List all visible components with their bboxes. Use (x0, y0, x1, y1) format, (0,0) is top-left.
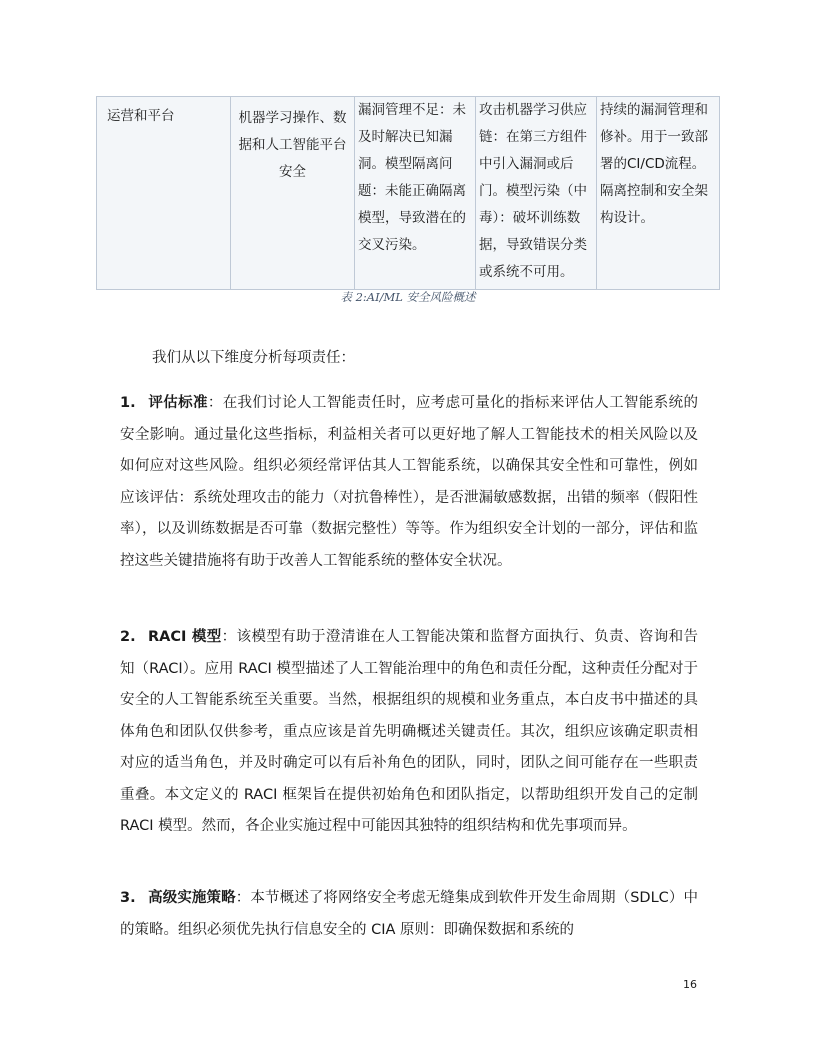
item-number: 2. (120, 629, 136, 645)
item-number: 3. (120, 890, 136, 906)
table-cell-controls: 持续的漏洞管理和修补。用于一致部署的CI/CD流程。隔离控制和安全架构设计。 (597, 97, 720, 290)
table-cell-area: 机器学习操作、数据和人工智能平台安全 (231, 97, 355, 290)
risk-table (96, 96, 720, 290)
item-lead: RACI 模型 (148, 629, 222, 645)
item-text: ：本节概述了将网络安全考虑无缝集成到软件开发生命周期（SDLC）中的策略。组织必须优先执行信息安全的 CIA 原则：即确保数据和系统的 (120, 890, 698, 938)
list-item (120, 388, 698, 577)
list-item (120, 622, 698, 843)
list-item (120, 883, 698, 946)
item-number: 1. (120, 395, 136, 411)
item-text: ：该模型有助于澄清谁在人工智能决策和监督方面执行、负责、咨询和告知（RACI）。应用 RACI 模型描述了人工智能治理中的角色和责任分配，这种责任分配对于安全的人工智能系统至关重要。当然，根据组织的规模和业务重点，本白皮书中描述的具体角色和团队仅供参考，重点应该是首先明确概述关键责任。其次，组织应该确定职责相对应的适当角色，并及时确定可以有后补角色的团队，同时，团队之间可能存在一些职责重叠。本文定义的 RACI 框架旨在提供初始角色和团队指定，以帮助组织开发自己的定制 RACI 模型。然而，各企业实施过程中可能因其独特的组织结构和优先事项而异。 (120, 629, 698, 834)
item-text: ：在我们讨论人工智能责任时，应考虑可量化的指标来评估人工智能系统的安全影响。通过量化这些指标，利益相关者可以更好地了解人工智能技术的相关风险以及如何应对这些风险。组织必须经常评估其人工智能系统，以确保其安全性和可靠性，例如应该评估：系统处理攻击的能力（对抗鲁棒性），是否泄漏敏感数据，出错的频率（假阳性率），以及训练数据是否可靠（数据完整性）等等。作为组织安全计划的一部分，评估和监控这些关键措施将有助于改善人工智能系统的整体安全状况。 (120, 395, 699, 569)
item-lead: 评估标准 (148, 395, 208, 411)
table-cell-category: 运营和平台 (97, 97, 231, 290)
table-cell-threats: 攻击机器学习供应链：在第三方组件中引入漏洞或后门。模型污染（中毒）：破坏训练数据，导致错误分类或系统不可用。 (476, 97, 597, 290)
table-caption: 表 2:AI/ML 安全风险概述 (340, 290, 476, 304)
intro-paragraph: 我们从以下维度分析每项责任： (152, 350, 355, 366)
item-lead: 高级实施策略 (148, 890, 236, 906)
page-number: 16 (683, 978, 697, 991)
table-cell-vulnerabilities: 漏洞管理不足：未及时解决已知漏洞。模型隔离问题：未能正确隔离模型，导致潜在的交叉污染。 (355, 97, 476, 290)
table-row (97, 97, 720, 290)
